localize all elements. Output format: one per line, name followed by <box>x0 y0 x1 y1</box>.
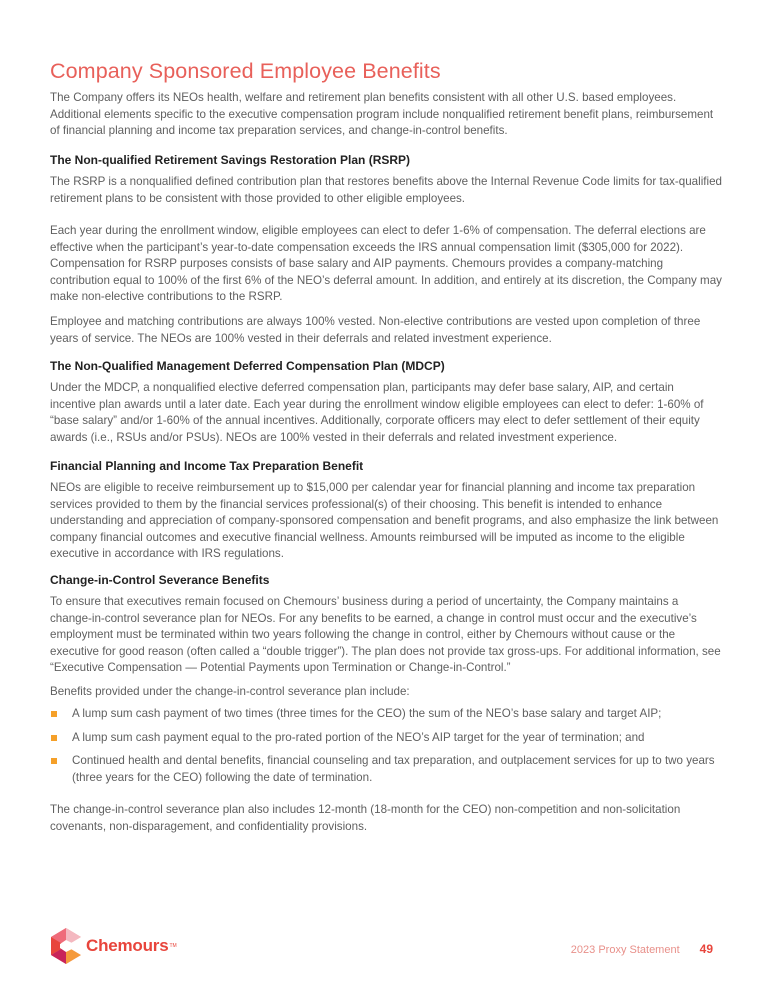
page-number: 49 <box>699 942 713 956</box>
bullet-square-icon <box>51 758 57 764</box>
bullet-square-icon <box>51 735 57 741</box>
cic-closing-paragraph: The change-in-control severance plan also includes 12-month (18-month for the CEO) non-competition and non-solicitation covenants, non-disparagement, and confidentiality provisions. <box>50 803 681 833</box>
document-title: 2023 Proxy Statement <box>570 944 680 956</box>
rsrp-paragraph-2: Each year during the enrollment window, eligible employees can elect to defer 1-6% of compensation. The deferral elections are effective when the participant’s year-to-date compensation exceeds the IRS annual compensation limit ($305,000 for 2022). Compensation for RSRP purposes consists of base salary and AIP payments. Chemours provides a company-matching contribution equal to 100% of the first 6% of the NEO’s deferral amount. In addition, and entirely at its discretion, the Company may make non-elective contributions to the RSRP. <box>50 224 722 303</box>
logo-wordmark: Chemours <box>86 936 169 955</box>
page-title: Company Sponsored Employee Benefits <box>50 59 441 84</box>
page-footer <box>571 942 713 956</box>
logo-trademark: TM <box>169 943 177 949</box>
chemours-hexagon-icon <box>50 928 82 964</box>
chemours-logo <box>50 928 177 964</box>
list-item: A lump sum cash payment of two times (three times for the CEO) the sum of the NEO’s base salary and target AIP; <box>50 706 722 723</box>
financial-planning-heading: Financial Planning and Income Tax Preparation Benefit <box>50 459 364 473</box>
rsrp-paragraph-1: The RSRP is a nonqualified defined contribution plan that restores benefits above the Internal Revenue Code limits for tax-qualified retirement plans to be consistent with those provided to other eligible employees. <box>50 175 722 205</box>
rsrp-heading: The Non-qualified Retirement Savings Restoration Plan (RSRP) <box>50 153 411 167</box>
financial-planning-paragraph: NEOs are eligible to receive reimbursement up to $15,000 per calendar year for financial planning and income tax preparation services provided to them by the financial services professional(s) of their choosing. This benefit is intended to enhance understanding and appreciation of company-sponsored compensation and benefit programs, and also emphasize the link between company financial outcomes and executive financial wellness. Amounts reimbursed will be imputed as income to the eligible executive in accordance with IRS regulations. <box>50 481 719 560</box>
cic-benefits-list <box>50 706 722 793</box>
intro-paragraph: The Company offers its NEOs health, welfare and retirement plan benefits consistent with all other U.S. based employees. Additional elements specific to the executive compensation program include nonqualified retirement benefit plans, reimbursement of financial planning and income tax preparation services, and change-in-control benefits. <box>50 91 714 137</box>
bullet-square-icon <box>51 711 57 717</box>
cic-paragraph: To ensure that executives remain focused on Chemours’ business during a period of uncertainty, the Company maintains a change-in-control severance plan for NEOs. For any benefits to be earned, a change in control must occur and the executive’s employment must be terminated within two years following the change in control, either by Chemours without cause or the executive for good reason (often called a “double trigger”). The plan does not provide tax gross-ups. For additional information, see “Executive Compensation — Potential Payments upon Termination or Change-in-Control.” <box>50 595 721 674</box>
list-item: Continued health and dental benefits, financial counseling and tax preparation, and outplacement services for up to two years (three years for the CEO) following the date of termination. <box>50 753 722 786</box>
mdcp-heading: The Non-Qualified Management Deferred Compensation Plan (MDCP) <box>50 359 445 373</box>
list-item: A lump sum cash payment equal to the pro-rated portion of the NEO’s AIP target for the year of termination; and <box>50 730 722 747</box>
cic-heading: Change-in-Control Severance Benefits <box>50 573 270 587</box>
rsrp-paragraph-3: Employee and matching contributions are always 100% vested. Non-elective contributions are vested upon completion of three years of service. The NEOs are 100% vested in their deferrals and related investment experience. <box>50 315 701 345</box>
mdcp-paragraph: Under the MDCP, a nonqualified elective deferred compensation plan, participants may defer base salary, AIP, and certain incentive plan awards until a later date. Each year during the enrollment window eligible employees can elect to defer: 1-60% of “base salary” and/or 1-60% of the annual incentives. Additionally, corporate officers may elect to defer settlement of their equity awards (i.e., RSUs and/or PSUs). NEOs are 100% vested in their deferrals and related investment experience. <box>50 381 704 444</box>
cic-benefits-intro: Benefits provided under the change-in-control severance plan include: <box>50 685 410 698</box>
